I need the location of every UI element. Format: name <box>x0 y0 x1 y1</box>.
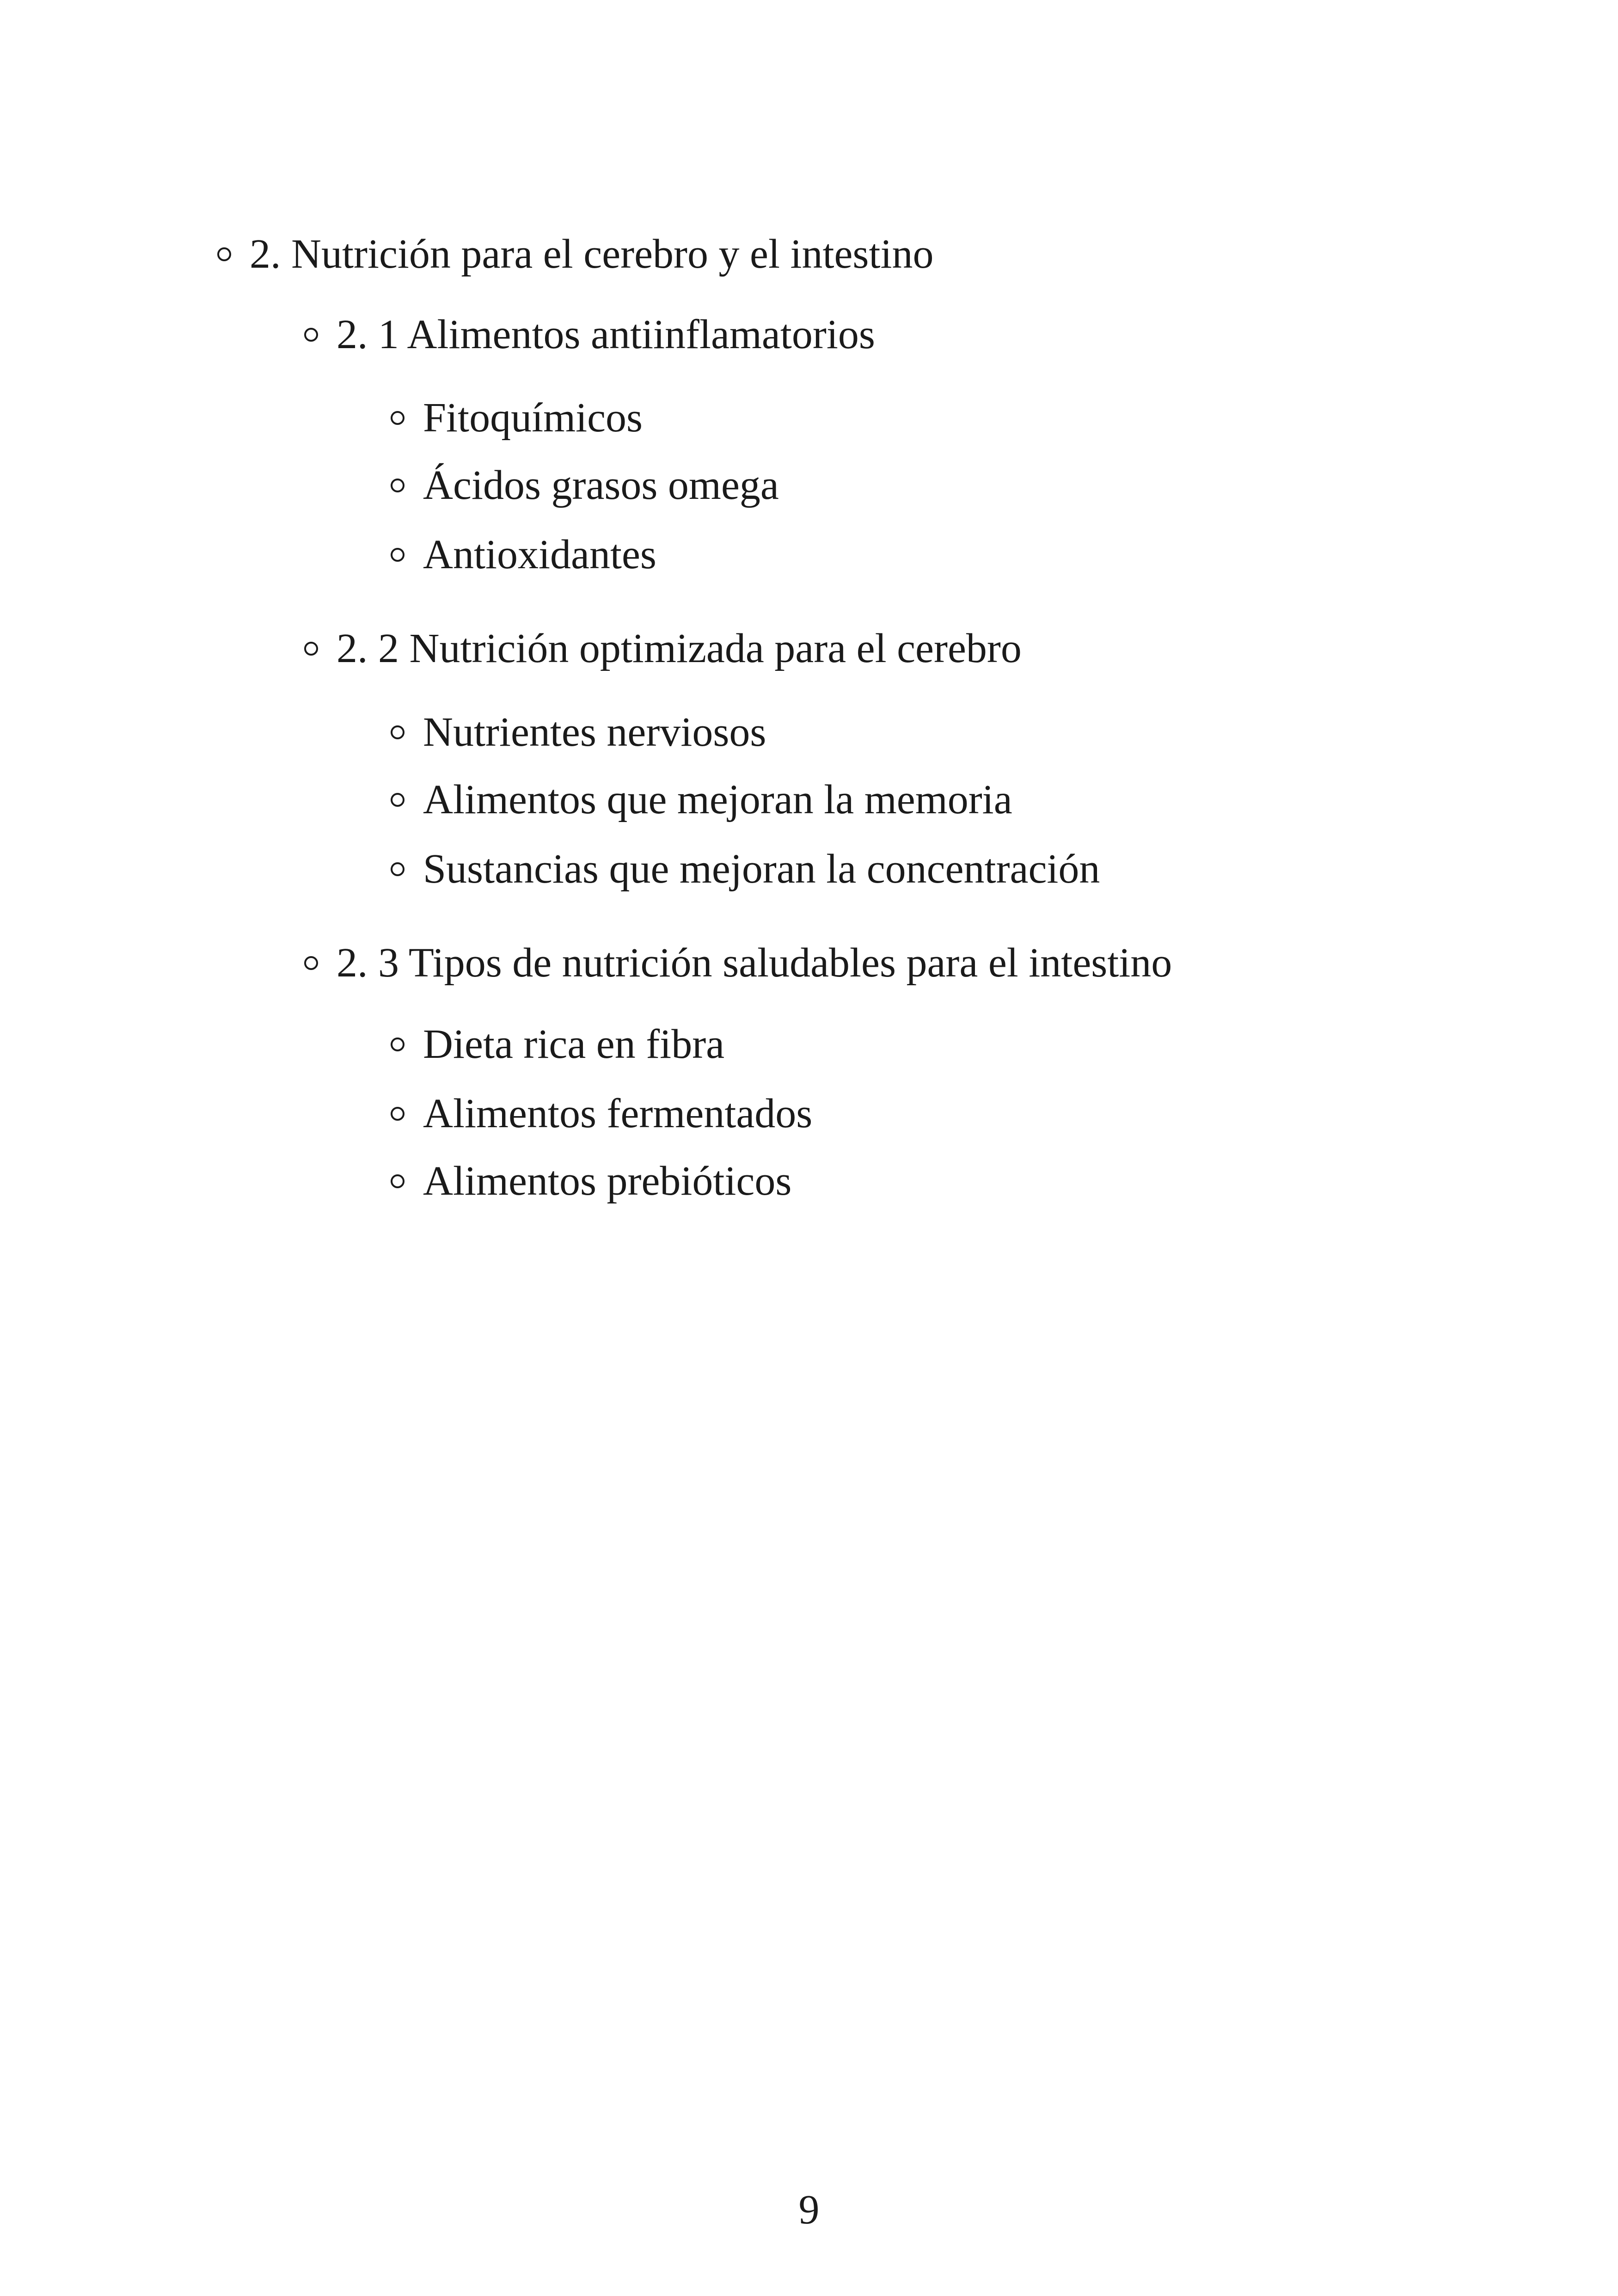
hollow-circle-bullet-icon <box>391 411 404 425</box>
topic-label: Sustancias que mejoran la concentración <box>423 846 1100 892</box>
outline-item-topic <box>391 527 656 583</box>
outline-item-topic <box>391 458 779 513</box>
hollow-circle-bullet-icon <box>304 642 318 656</box>
hollow-circle-bullet-icon <box>391 548 404 562</box>
page-number: 9 <box>798 2187 820 2233</box>
topic-label: Dieta rica en fibra <box>423 1021 725 1067</box>
outline-item-topic <box>391 705 766 760</box>
hollow-circle-bullet-icon <box>391 1174 404 1188</box>
hollow-circle-bullet-icon <box>391 862 404 876</box>
hollow-circle-bullet-icon <box>304 328 318 342</box>
topic-label: Alimentos prebióticos <box>423 1158 792 1204</box>
topic-label: Ácidos grasos omega <box>423 462 779 508</box>
subsection-label: 2. 2 Nutrición optimizada para el cerebro <box>337 626 1022 671</box>
topic-label: Antioxidantes <box>423 532 656 577</box>
subsection-label: 2. 3 Tipos de nutrición saludables para el intestino <box>337 940 1172 986</box>
subsection-label: 2. 1 Alimentos antiinflamatorios <box>337 312 875 357</box>
hollow-circle-bullet-icon <box>391 1107 404 1121</box>
topic-label: Alimentos fermentados <box>423 1091 813 1136</box>
outline-item-section <box>217 227 933 282</box>
hollow-circle-bullet-icon <box>391 1037 404 1051</box>
outline-item-subsection <box>304 935 1172 991</box>
outline-item-subsection <box>304 307 875 362</box>
hollow-circle-bullet-icon <box>391 793 404 807</box>
hollow-circle-bullet-icon <box>391 725 404 739</box>
outline-item-subsection <box>304 621 1022 676</box>
outline-item-topic <box>391 772 1012 828</box>
hollow-circle-bullet-icon <box>217 247 231 261</box>
section-label: 2. Nutrición para el cerebro y el intestino <box>250 231 934 277</box>
outline-item-topic <box>391 390 643 446</box>
outline-item-topic <box>391 1154 791 1209</box>
outline-item-topic <box>391 1017 724 1072</box>
hollow-circle-bullet-icon <box>391 479 404 492</box>
outline-item-topic <box>391 841 1100 897</box>
topic-label: Alimentos que mejoran la memoria <box>423 777 1012 823</box>
outline-item-topic <box>391 1086 812 1142</box>
topic-label: Fitoquímicos <box>423 395 643 441</box>
hollow-circle-bullet-icon <box>304 956 318 970</box>
topic-label: Nutrientes nerviosos <box>423 709 766 755</box>
